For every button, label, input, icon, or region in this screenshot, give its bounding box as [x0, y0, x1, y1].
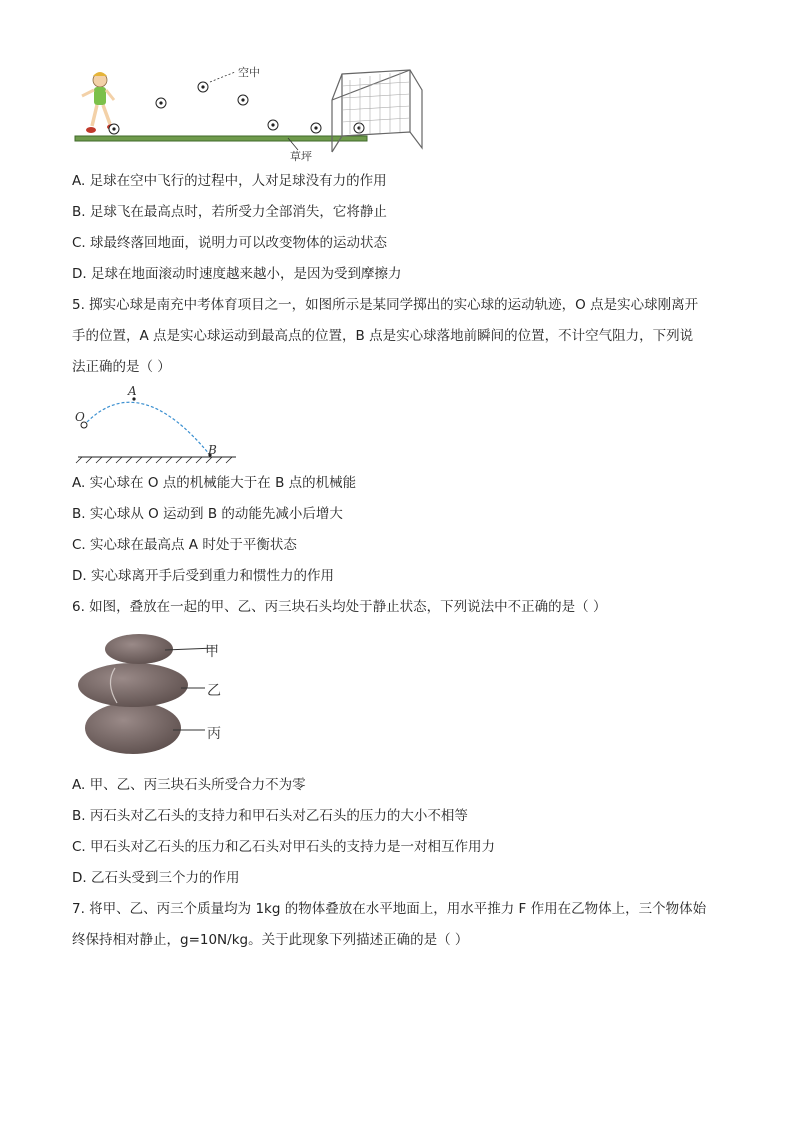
q5-option-b: B. 实心球从 O 运动到 B 的动能先减小后增大 — [72, 506, 343, 522]
soccer-ball-icon — [109, 82, 364, 134]
q5-stem-line2: 手的位置，A 点是实心球运动到最高点的位置，B 点是实心球落地前瞬间的位置，不计空气阻力，下列说 — [72, 328, 694, 344]
grass-ground — [75, 136, 367, 141]
q5-option-d: D. 实心球离开手后受到重力和惯性力的作用 — [72, 568, 334, 584]
q6-stem: 6. 如图，叠放在一起的甲、乙、丙三块石头均处于静止状态，下列说法中不正确的是（ ） — [72, 599, 607, 615]
q5-option-a: A. 实心球在 O 点的机械能大于在 B 点的机械能 — [72, 475, 357, 491]
q7-stem-line2: 终保持相对静止，g=10N/kg。关于此现象下列描述正确的是（ ） — [72, 932, 469, 948]
label-grass: 草坪 — [290, 150, 312, 163]
q6-option-b: B. 丙石头对乙石头的支持力和甲石头对乙石头的压力的大小不相等 — [72, 808, 468, 824]
stone-jia — [105, 634, 173, 664]
q5-stem-line1: 5. 掷实心球是南充中考体育项目之一，如图所示是某同学掷出的实心球的运动轨迹，O 点是实心球刚离开 — [72, 297, 699, 313]
q4-option-b: B. 足球飞在最高点时，若所受力全部消失，它将静止 — [72, 204, 387, 220]
label-B: B — [208, 443, 217, 457]
label-A: A — [128, 384, 137, 398]
label-bing: 丙 — [207, 726, 221, 742]
q6-option-a: A. 甲、乙、丙三块石头所受合力不为零 — [72, 777, 306, 793]
q6-option-d: D. 乙石头受到三个力的作用 — [72, 870, 240, 886]
q6-option-c: C. 甲石头对乙石头的压力和乙石头对甲石头的支持力是一对相互作用力 — [72, 839, 496, 855]
trajectory-path — [87, 402, 210, 455]
label-yi: 乙 — [207, 683, 221, 699]
stone-yi — [78, 663, 188, 707]
q5-stem-line3: 法正确的是（ ） — [72, 359, 171, 375]
label-air: 空中 — [238, 66, 260, 79]
q4-option-d: D. 足球在地面滚动时速度越来越小，是因为受到摩擦力 — [72, 266, 402, 282]
q7-stem-line1: 7. 将甲、乙、丙三个质量均为 1kg 的物体叠放在水平地面上，用水平推力 F 作用在乙物体上，三个物体始 — [72, 901, 707, 917]
label-O: O — [75, 410, 85, 424]
q4-option-c: C. 球最终落回地面，说明力可以改变物体的运动状态 — [72, 235, 388, 251]
stone-bing — [85, 702, 181, 754]
kid-player-icon — [82, 72, 117, 133]
q4-option-a: A. 足球在空中飞行的过程中，人对足球没有力的作用 — [72, 173, 387, 189]
trajectory-figure — [70, 385, 250, 465]
label-jia: 甲 — [205, 644, 219, 660]
q5-option-c: C. 实心球在最高点 A 时处于平衡状态 — [72, 537, 297, 553]
